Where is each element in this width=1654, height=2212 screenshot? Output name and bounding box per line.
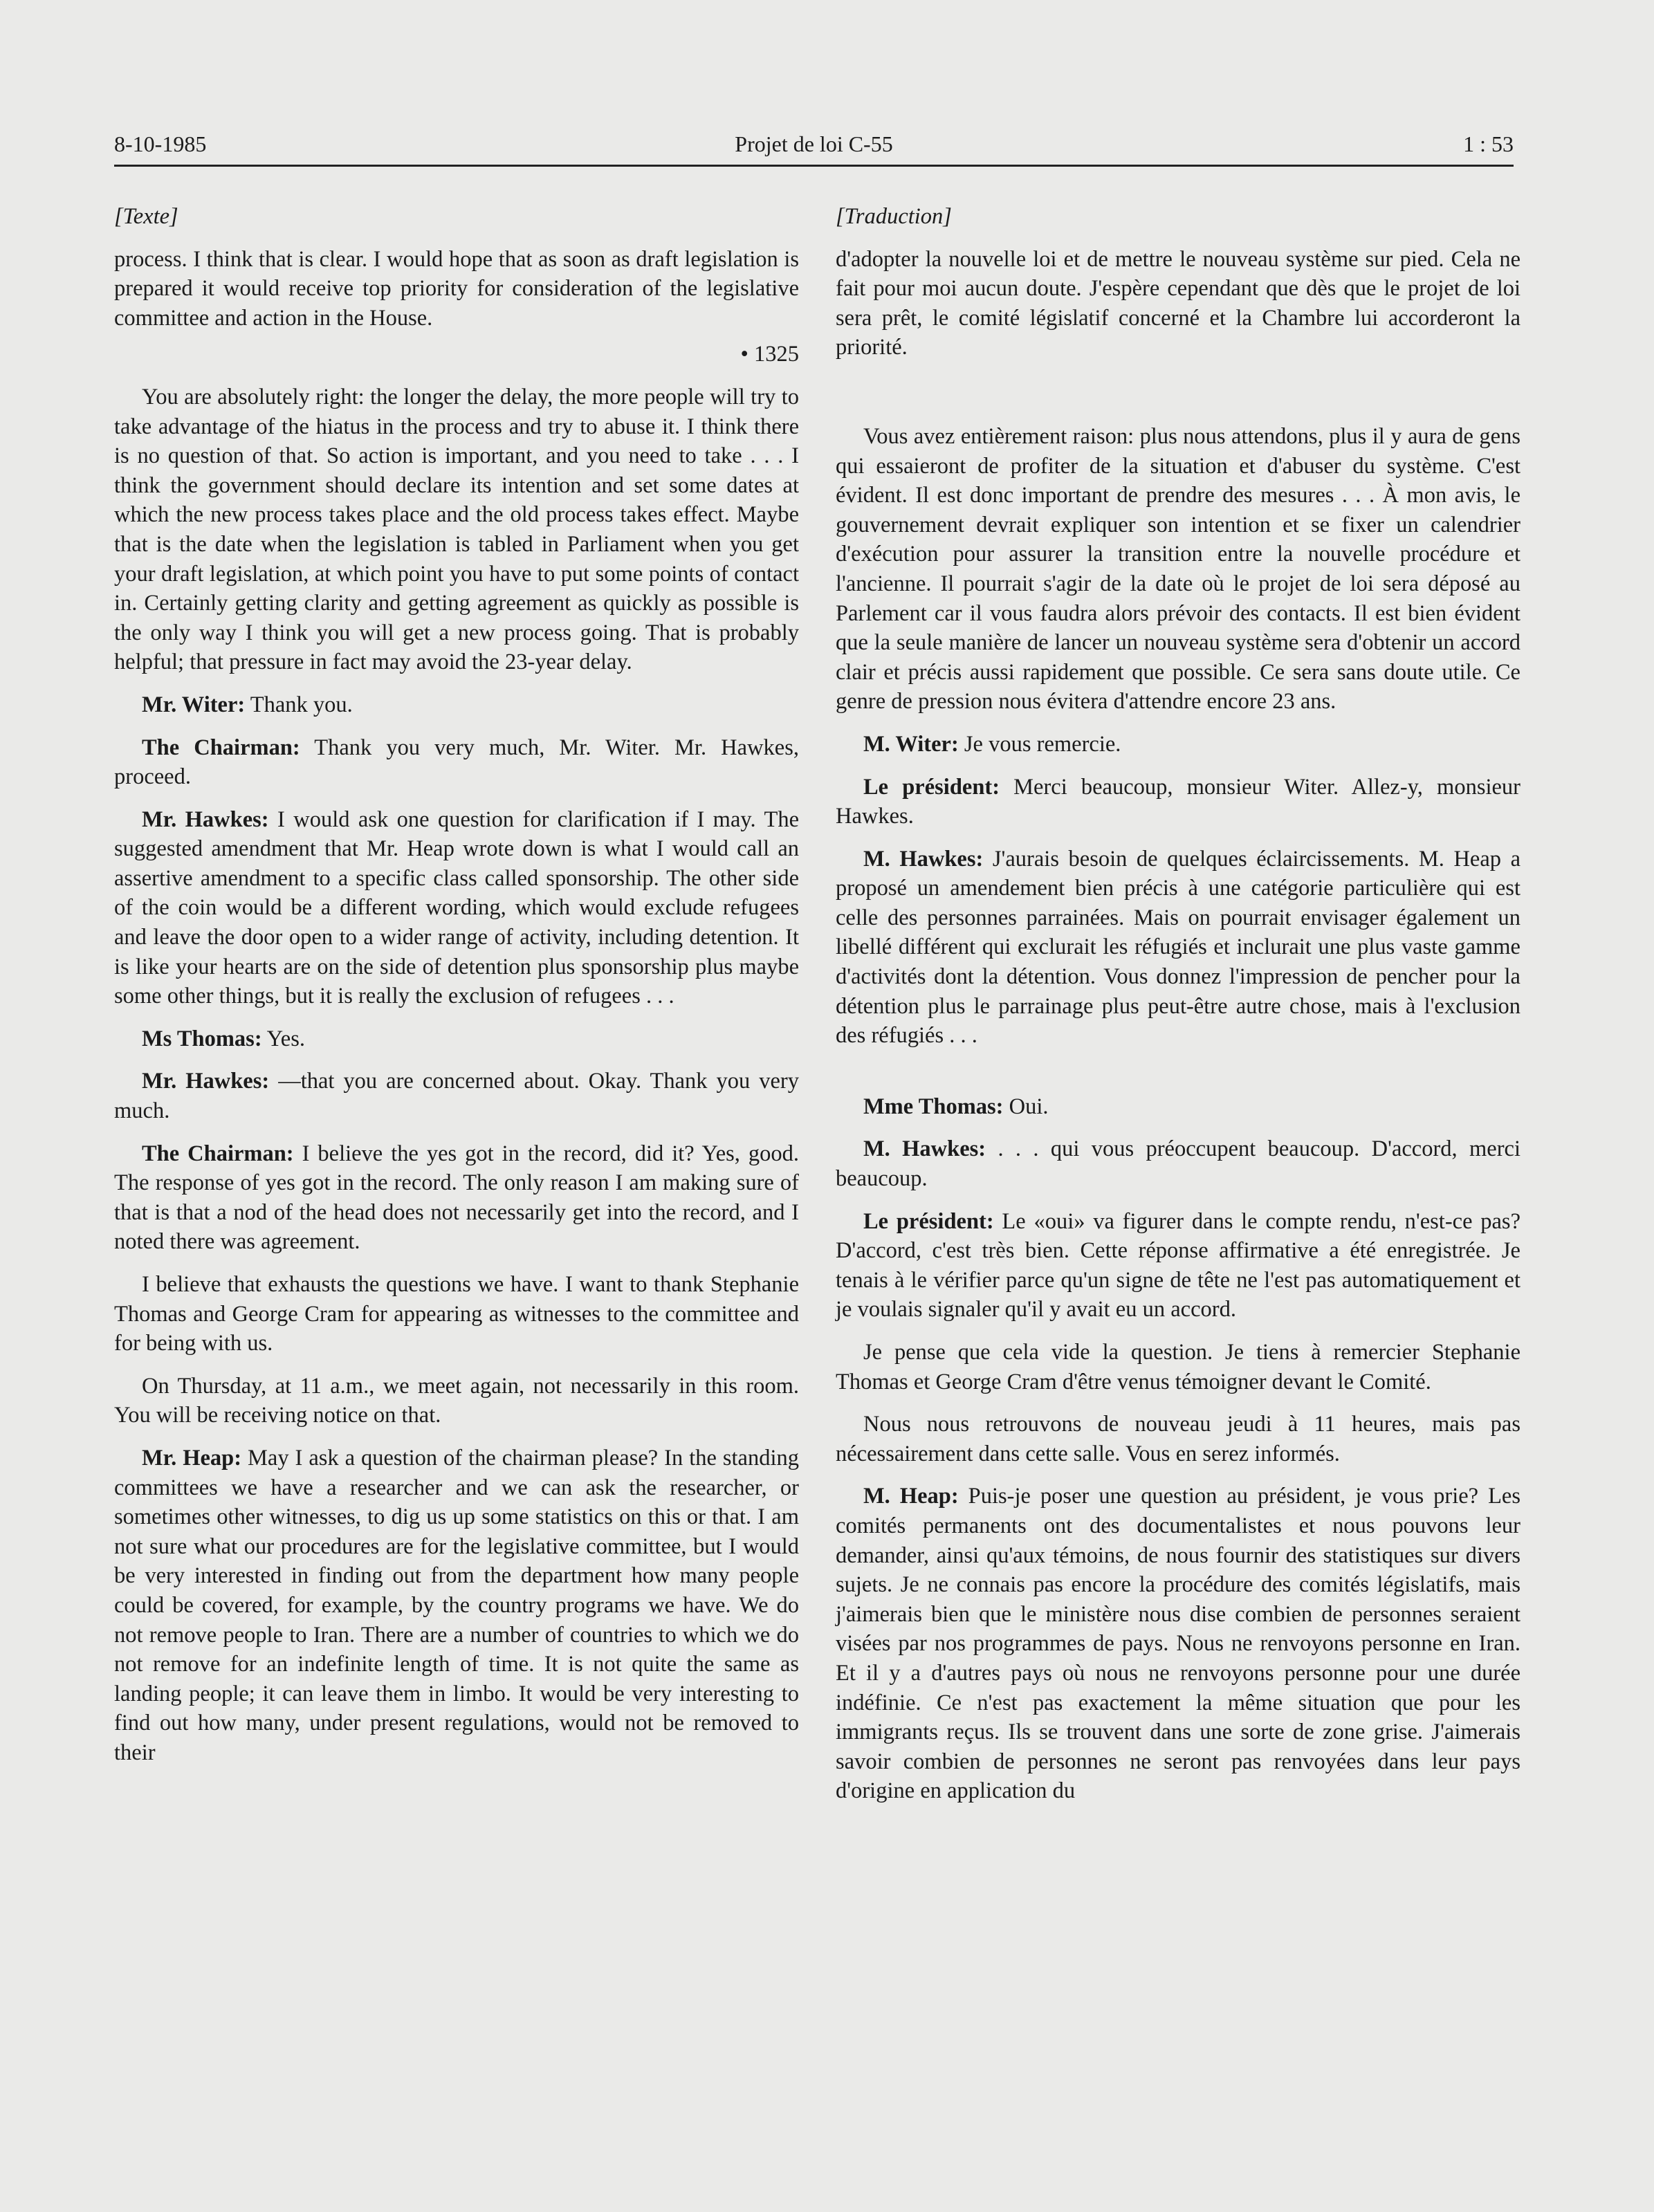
speech-text: J'aurais besoin de quelques éclaircissements. M. Heap a proposé un amendement bien précis à une catégorie particulière qui est celle des personnes parrainées. Mais on pourrait envisager également un libellé différent qui exclurait les réfugiés et inclurait une plus vaste gamme d'activités dont la détention. Vous donnez l'impression de pencher pour la détention plus le parrainage plus peut-être autre chose, mais à l'exclusion des réfugiés . . . (836, 846, 1520, 1049)
speaker-name: The Chairman: (142, 735, 300, 760)
french-speech (836, 845, 1520, 1051)
header-date: 8-10-1985 (114, 131, 207, 156)
header-page-number: 1 : 53 (1463, 131, 1514, 156)
speech-text: Thank you very much, Mr. Witer. Mr. Hawkes, proceed. (114, 735, 799, 790)
speech-text: Je vous remercie. (958, 731, 1121, 757)
speaker-name: M. Hawkes: (863, 846, 984, 872)
running-header (114, 130, 1514, 167)
english-column (114, 202, 799, 1768)
speech-text: Oui. (1003, 1094, 1049, 1119)
speech-text: Merci beaucoup, monsieur Witer. Allez-y, monsieur Hawkes. (836, 774, 1520, 829)
french-speech (836, 773, 1520, 831)
french-paragraph: d'adopter la nouvelle loi et de mettre le nouveau système sur pied. Cela ne fait pour moi aucun doute. J'espère cependant que dès que le projet de loi sera prêt, le comité législatif concerné et la Chambre lui accorderont la priorité. (836, 246, 1520, 360)
speaker-name: Mr. Heap: (142, 1445, 242, 1471)
speech-text: —that you are concerned about. Okay. Thank you very much. (114, 1069, 800, 1124)
french-paragraph: Nous nous retrouvons de nouveau jeudi à 11 heures, mais pas nécessairement dans cette salle. Vous en serez informés. (836, 1412, 1520, 1466)
english-speech (114, 690, 799, 720)
speech-text: I would ask one question for clarification if I may. The suggested amendment that Mr. Heap wrote down is what I would call an assertive amendment to a specific class called sponsorship. The other side of the coin would be a different wording, which would exclude refugees and leave the door open to a wider range of activity, including detention. It is like your hearts are on the side of detention plus sponsorship plus maybe some other things, but it is really the exclusion of refugees . . . (114, 807, 799, 1009)
speaker-name: M. Hawkes: (863, 1136, 986, 1162)
french-speech (836, 730, 1520, 759)
speaker-name: Mr. Witer: (142, 692, 246, 717)
english-paragraph: I believe that exhausts the questions we have. I want to thank Stephanie Thomas and George Cram for appearing as witnesses to the committee and for being with us. (114, 1272, 799, 1356)
english-speech (114, 1024, 799, 1054)
french-speech (836, 1092, 1520, 1122)
speaker-name: Mr. Hawkes: (142, 1069, 270, 1094)
speech-text: . . . qui vous préoccupent beaucoup. D'accord, merci beaucoup. (836, 1136, 1520, 1192)
english-speech (114, 1139, 799, 1257)
english-speech (114, 1067, 799, 1125)
english-paragraph: process. I think that is clear. I would hope that as soon as draft legislation is prepared it would receive top priority for consideration of the legislative committee and action in the House. (114, 246, 799, 331)
header-title: Projet de loi C-55 (735, 131, 893, 156)
french-speech (836, 1207, 1520, 1325)
speaker-name: Ms Thomas: (142, 1026, 262, 1051)
speech-text: Le «oui» va figurer dans le compte rendu, n'est-ce pas? D'accord, c'est très bien. Cette réponse affirmative a été enregistrée. Je tenais à le vérifier parce qu'un signe de tête ne l'est pas automatiquement et je voulais signaler qu'il y avait eu un accord. (836, 1208, 1521, 1322)
speaker-name: M. Heap: (863, 1484, 959, 1509)
speech-text: Puis-je poser une question au président, je vous prie? Les comités permanents ont des documentalistes et nous pouvons leur demander, ainsi qu'aux témoins, de nous fournir des statistiques sur divers sujets. Je ne connais pas encore la procédure des comités législatifs, mais j'aimerais bien que le ministère nous dise combien de personnes seraient visées par nos programmes de pays. Nous ne renvoyons personne en Iran. Et il y a d'autres pays où nous ne renvoyons personne pour une durée indéfinie. Ce n'est pas exactement la même situation que pour les immigrants reçus. Ils se trouvent dans une sorte de zone grise. J'aimerais savoir combien de personnes ne seront pas renvoyées dans leur pays d'origine en application du (836, 1484, 1520, 1804)
speech-text: May I ask a question of the chairman please? In the standing committees we have a researcher and we can ask the researcher, or sometimes other witnesses, to dig us up some statistics on this or that. I am not sure what our procedures are for the legislative committee, but I would be very interested in finding out from the department how many people could be covered, for example, by the country programs we have. We do not remove people to Iran. There are a number of countries to which we do not remove for an indefinite length of time. It is not quite the same as landing people; it can leave them in limbo. It would be very interesting to find out how many, under present regulations, would not be removed to their (114, 1445, 799, 1765)
speaker-name: M. Witer: (863, 731, 959, 757)
french-paragraph: Vous avez entièrement raison: plus nous attendons, plus il y aura de gens qui essaieront de profiter de la situation et d'abuser du système. C'est évident. Il est donc important de prendre des mesures . . . À mon avis, le gouvernement devrait expliquer son intention et se fixer un calendrier d'exécution pour assurer la transition entre la nouvelle procédure et l'ancienne. Il pourrait s'agir de la date où le projet de loi sera déposé au Parlement car il vous faudra alors prévoir des contacts. Il est bien évident que la seule manière de lancer un nouveau système sera d'obtenir un accord clair et précis aussi rapidement que possible. Ce sera sans doute utile. Ce genre de pression nous évitera d'attendre encore 23 ans. (836, 423, 1520, 715)
time-marker: • 1325 (740, 342, 799, 367)
english-speech (114, 733, 799, 792)
english-speech (114, 805, 799, 1011)
speaker-name: Le président: (863, 1208, 994, 1234)
english-paragraph: You are absolutely right: the longer the delay, the more people will try to take advantage of the hiatus in the process and try to abuse it. I think there is no question of that. So action is important, and you need to take . . . I think the government should declare its intention and set some dates at which the new process takes place and the old process takes effect. Maybe that is the date when the legislation is tabled in Parliament when you get your draft legislation, at which point you have to put some points of contact in. Certainly getting clarity and getting agreement as quickly as possible is the only way I think you will get a new process going. That is probably helpful; that pressure in fact may avoid the 23-year delay. (114, 384, 799, 675)
speaker-name: Le président: (863, 774, 1000, 800)
french-speech (836, 1134, 1520, 1193)
english-speech (114, 1444, 799, 1768)
speaker-name: The Chairman: (142, 1141, 294, 1166)
french-column (836, 202, 1520, 1806)
french-label: [Traduction] (836, 204, 952, 229)
speech-text: Yes. (261, 1026, 305, 1051)
speech-text: I believe the yes got in the record, did it? Yes, good. The response of yes got in the record. The only reason I am making sure of that is that a nod of the head does not necessarily get into the record, and I noted there was agreement. (114, 1141, 799, 1255)
english-paragraph: On Thursday, at 11 a.m., we meet again, not necessarily in this room. You will be receiving notice on that. (114, 1373, 799, 1428)
french-paragraph: Je pense que cela vide la question. Je tiens à remercier Stephanie Thomas et George Cram d'être venus témoigner devant le Comité. (836, 1340, 1520, 1394)
english-label: [Texte] (114, 204, 178, 229)
column-spacer (836, 362, 1520, 422)
speech-text: Thank you. (245, 692, 353, 717)
speaker-name: Mme Thomas: (863, 1094, 1004, 1119)
column-spacer (836, 1051, 1520, 1092)
french-speech (836, 1482, 1520, 1806)
speaker-name: Mr. Hawkes: (142, 807, 269, 832)
